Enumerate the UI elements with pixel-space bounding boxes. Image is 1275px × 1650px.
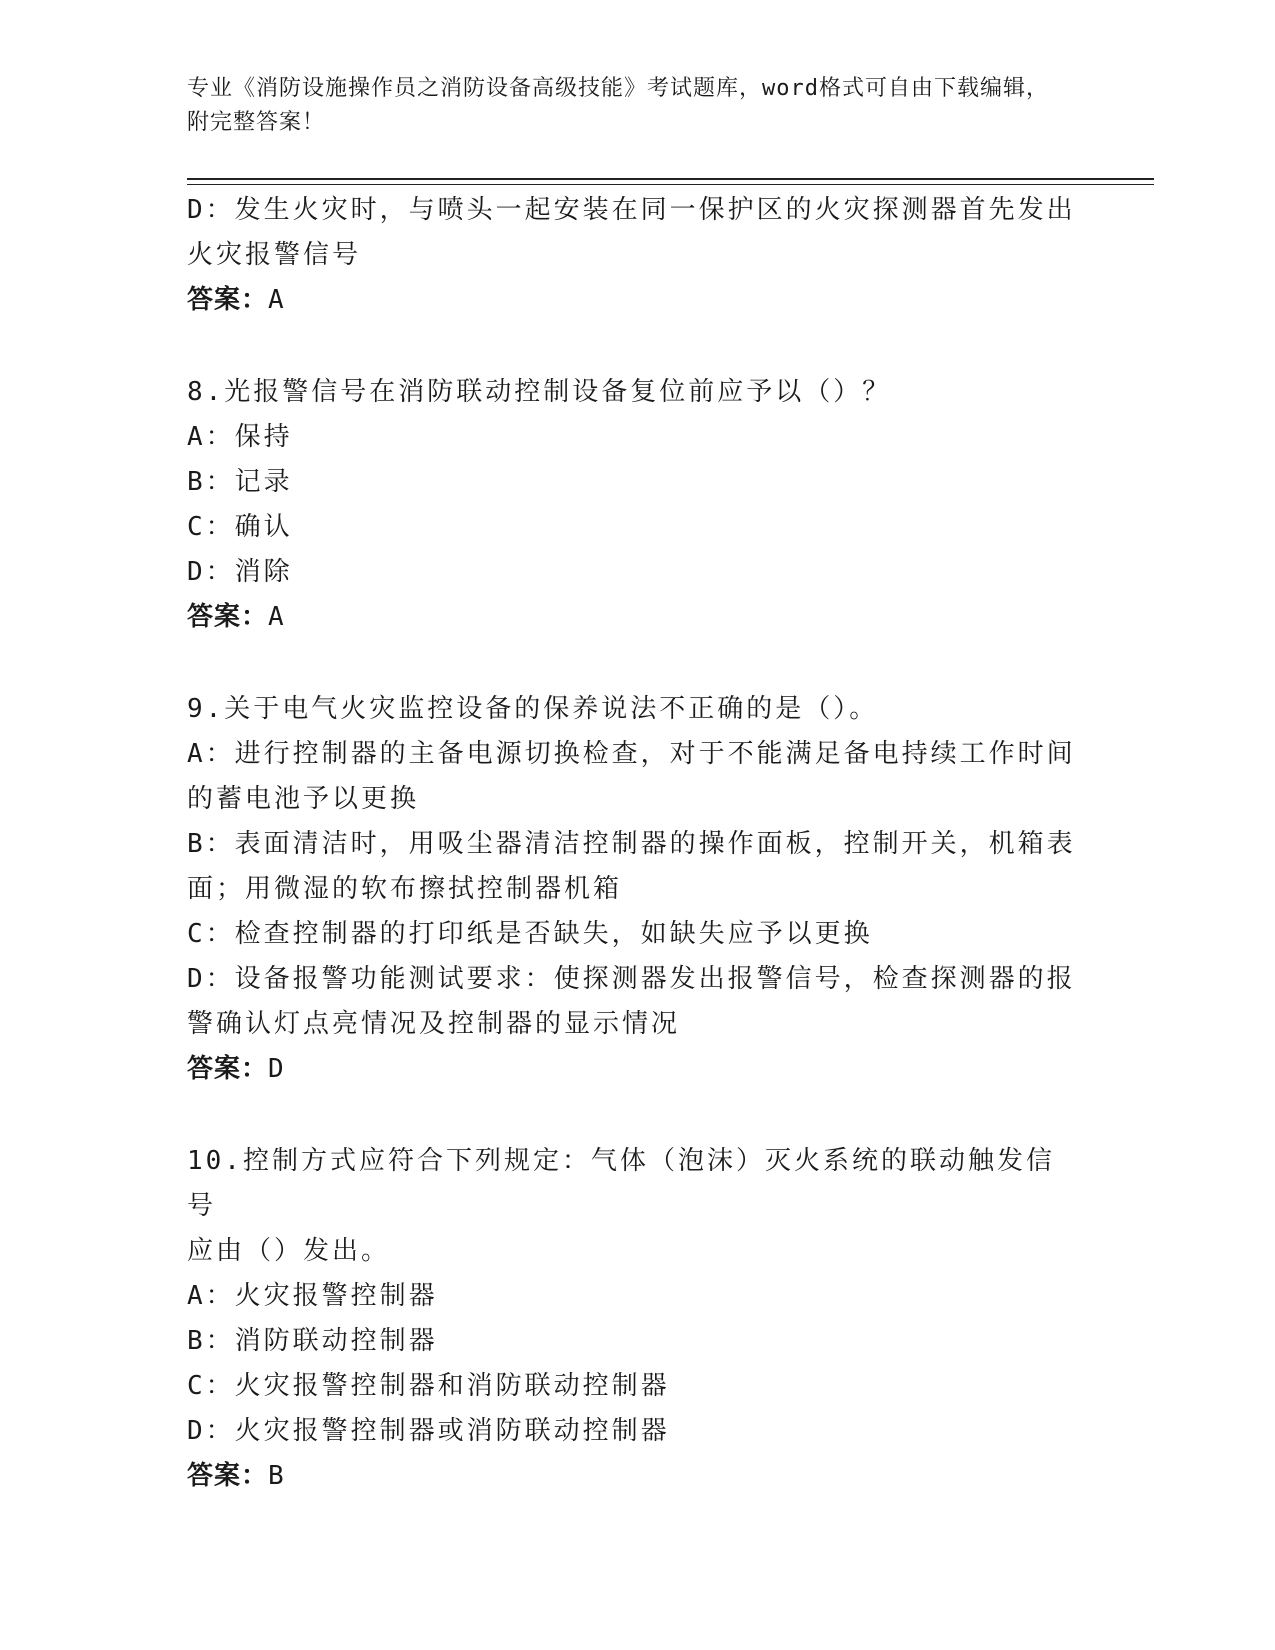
- answer-label: 答案：: [187, 1461, 269, 1491]
- question-stem: 9.关于电气火灾监控设备的保养说法不正确的是（）。: [187, 694, 879, 724]
- answer-label: 答案：: [187, 602, 269, 632]
- answer-label: 答案：: [187, 1054, 269, 1084]
- option-a: A：火灾报警控制器: [187, 1281, 438, 1311]
- option-d-continuation: 火灾报警信号: [187, 240, 362, 270]
- option-d: D：发生火灾时，与喷头一起安装在同一保护区的火灾探测器首先发出: [187, 195, 1076, 225]
- answer-value: B: [268, 1461, 285, 1491]
- option-c: C：确认: [187, 512, 293, 542]
- option-a: A：进行控制器的主备电源切换检查，对于不能满足备电持续工作时间: [187, 739, 1076, 769]
- answer-value: A: [268, 285, 285, 315]
- option-a: A：保持: [187, 422, 293, 452]
- option-c: C：检查控制器的打印纸是否缺失，如缺失应予以更换: [187, 919, 873, 949]
- question-list: [187, 188, 1077, 1499]
- question-8: [187, 370, 1077, 640]
- answer-value: A: [268, 602, 285, 632]
- option-d-continuation: 警确认灯点亮情况及控制器的显示情况: [187, 1009, 681, 1039]
- option-b: B：记录: [187, 467, 293, 497]
- question-10: [187, 1139, 1077, 1499]
- option-d: D：火灾报警控制器或消防联动控制器: [187, 1416, 670, 1446]
- option-d: D：消除: [187, 557, 293, 587]
- answer-label: 答案：: [187, 285, 269, 315]
- option-b-continuation: 面；用微湿的软布擦拭控制器机箱: [187, 874, 623, 904]
- answer-line: [187, 595, 1077, 640]
- option-c: C：火灾报警控制器和消防联动控制器: [187, 1371, 670, 1401]
- header-divider-thick: [187, 178, 1154, 180]
- option-d: D：设备报警功能测试要求：使探测器发出报警信号，检查探测器的报: [187, 964, 1076, 994]
- answer-line: [187, 278, 1077, 323]
- option-b: B：表面清洁时，用吸尘器清洁控制器的操作面板，控制开关，机箱表: [187, 829, 1076, 859]
- answer-line: [187, 1047, 1077, 1092]
- question-stem: 10.控制方式应符合下列规定：气体（泡沫）灭火系统的联动触发信号: [187, 1146, 1055, 1221]
- option-b: B：消防联动控制器: [187, 1326, 438, 1356]
- question-stem: 8.光报警信号在消防联动控制设备复位前应予以（）？: [187, 377, 892, 407]
- answer-value: D: [268, 1054, 285, 1084]
- question-stem-continuation: 应由（）发出。: [187, 1236, 391, 1266]
- question-9: [187, 687, 1077, 1092]
- option-a-continuation: 的蓄电池予以更换: [187, 784, 420, 814]
- answer-line: [187, 1454, 1077, 1499]
- question-7-tail: [187, 188, 1077, 323]
- page-header: 专业《消防设施操作员之消防设备高级技能》考试题库，word格式可自由下载编辑，附完整答案！: [187, 76, 1049, 135]
- header-divider-thin: [187, 184, 1154, 185]
